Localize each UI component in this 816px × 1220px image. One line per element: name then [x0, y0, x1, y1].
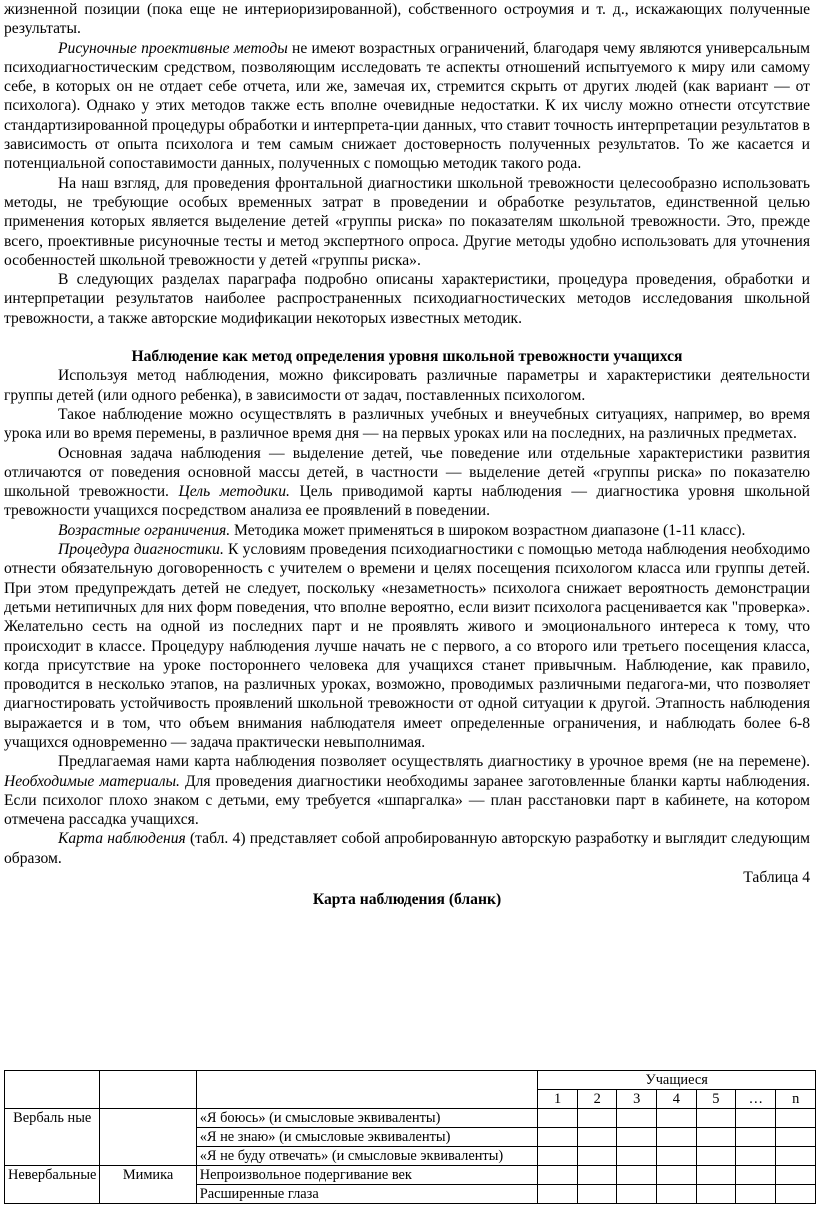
mark-cell[interactable] — [696, 1128, 736, 1147]
mark-cell[interactable] — [657, 1166, 697, 1185]
paragraph-text: Для проведения диагностики необходимы заранее заготовленные бланки карты наблюдения. Если психолог плохо знаком с детьми, ему требуется «шпаргалка» — план расстановки парт в кабинете, на котором отмечена рассадка учащихся. — [4, 772, 810, 829]
blank-line — [4, 328, 810, 347]
mark-cell[interactable] — [696, 1185, 736, 1204]
mark-cell[interactable] — [538, 1147, 578, 1166]
observation-table — [4, 1070, 816, 1204]
students-header: Учащиеся — [538, 1071, 816, 1090]
mark-cell[interactable] — [577, 1166, 617, 1185]
student-number: n — [776, 1090, 816, 1109]
mark-cell[interactable] — [657, 1147, 697, 1166]
paragraph — [4, 39, 810, 174]
mark-cell[interactable] — [617, 1166, 657, 1185]
subgroup-cell — [100, 1109, 196, 1166]
paragraph-text: Методика может применяться в широком возрастном диапазоне (1-11 класс). — [230, 521, 746, 539]
item-cell: Непроизвольное подергивание век — [196, 1166, 538, 1185]
mark-cell[interactable] — [696, 1147, 736, 1166]
paragraph — [4, 540, 810, 752]
mark-cell[interactable] — [577, 1185, 617, 1204]
mark-cell[interactable] — [736, 1185, 776, 1204]
paragraph-text: Предлагаемая нами карта наблюдения позволяет осуществлять диагностику в урочное время (не на перемене). — [58, 753, 810, 771]
paragraph — [4, 752, 810, 829]
section-heading: Наблюдение как метод определения уровня школьной тревожности учащихся — [131, 348, 683, 366]
mark-cell[interactable] — [538, 1109, 578, 1128]
mark-cell[interactable] — [736, 1109, 776, 1128]
italic-term: Необходимые материалы. — [4, 772, 180, 790]
table-label: Таблица 4 — [743, 869, 810, 887]
paragraph-text: Основная задача наблюдения — выделение детей, чье поведение или отдельные характеристики развития отличаются от поведения основной массы детей, в частности — выделение детей «группы риска» по показателю школьной тревожности. — [4, 444, 810, 501]
mark-cell[interactable] — [617, 1128, 657, 1147]
mark-cell[interactable] — [617, 1109, 657, 1128]
mark-cell[interactable] — [736, 1147, 776, 1166]
student-number: … — [736, 1090, 776, 1109]
item-cell: Расширенные глаза — [196, 1185, 538, 1204]
table-title: Карта наблюдения (бланк) — [312, 891, 502, 909]
mark-cell[interactable] — [657, 1109, 697, 1128]
item-cell: «Я боюсь» (и смысловые эквиваленты) — [196, 1109, 538, 1128]
paragraph: Такое наблюдение можно осуществлять в различных учебных и внеучебных ситуациях, например, во время урока или во время перемены, в различное время дня — на первых уроках или на последних, на различных предметах. — [4, 405, 810, 443]
mark-cell[interactable] — [538, 1166, 578, 1185]
mark-cell[interactable] — [577, 1109, 617, 1128]
paragraph-text: К условиям проведения психодиагностики с помощью метода наблюдения необходимо отнести обязательную договоренность с учителем о времени и целях посещения психологом класса или группы детей. При этом предупреждать детей не следует, поскольку «незаметность» психолога снижает вероятность демонстрации детьми нетипичных для них форм поведения, что вполне вероятно, если визит психолога расценивается как "проверка». Желательно сесть на одной из последних парт и не проявлять живого и эмоционального интереса к тому, что происходит в классе. Процедуру наблюдения лучше начать не с первого, а со второго или третьего посещения класса, когда присутствие на уроке постороннего человека для учащихся станет привычным. Наблюдение, как правило, проводится в несколько этапов, на различных уроках, возможно, проводимых различными педагога-ми, что позволяет диагностировать устойчивость проявлений школьной тревожности от одной ситуации к другой. Этапность наблюдения выражается и в том, что объем внимания наблюдателя имеет определенные ограничения, и наблюдать более 6-8 учащихся одновременно — задача практически невыполнимая. — [4, 541, 810, 751]
table-corner-cell — [100, 1071, 196, 1109]
item-cell: «Я не буду отвечать» (и смысловые эквиваленты) — [196, 1147, 538, 1166]
paragraph: Используя метод наблюдения, можно фиксировать различные параметры и характеристики деятельности группы детей (или одного ребенка), в зависимости от задач, поставленных психологом. — [4, 367, 810, 404]
student-number: 3 — [617, 1090, 657, 1109]
subgroup-cell: Мимика — [100, 1166, 196, 1204]
mark-cell[interactable] — [736, 1128, 776, 1147]
paragraph — [4, 521, 810, 540]
mark-cell[interactable] — [696, 1166, 736, 1185]
mark-cell[interactable] — [776, 1166, 816, 1185]
mark-cell[interactable] — [538, 1128, 578, 1147]
mark-cell[interactable] — [736, 1166, 776, 1185]
student-number: 5 — [696, 1090, 736, 1109]
paragraph — [4, 829, 810, 868]
table-row — [5, 1166, 816, 1185]
paragraph-text: (табл. 4) представляет собой апробированную авторскую разработку и выглядит следующим образом. — [4, 830, 810, 867]
paragraph: На наш взгляд, для проведения фронтальной диагностики школьной тревожности целесообразно использовать методы, не требующие особых временных затрат в проведении и обработке результатов, единственной целью применения которых является выделение детей «группы риска» по показателям школьной тревожности. Это, прежде всего, проективные рисуночные тесты и метод экспертного опроса. Другие методы удобно использовать для уточнения особенностей школьной тревожности у детей «группы риска». — [4, 174, 810, 269]
table-corner-cell — [5, 1071, 100, 1109]
document-body — [4, 0, 810, 910]
paragraph-text: Цель приводимой карты наблюдения — диагностика уровня школьной тревожности учащихся посредством анализа ее проявлений в поведении. — [4, 483, 810, 520]
italic-term: Возрастные ограничения. — [58, 521, 231, 539]
student-number: 4 — [657, 1090, 697, 1109]
mark-cell[interactable] — [577, 1128, 617, 1147]
mark-cell[interactable] — [657, 1128, 697, 1147]
group-cell: Невербальные — [5, 1166, 100, 1204]
mark-cell[interactable] — [776, 1147, 816, 1166]
table-corner-cell — [196, 1071, 538, 1109]
student-number: 2 — [577, 1090, 617, 1109]
table-row — [5, 1109, 816, 1128]
mark-cell[interactable] — [696, 1109, 736, 1128]
paragraph — [4, 444, 810, 521]
paragraph: жизненной позиции (пока еще не интериоризированной), собственного остроумия и т. д., искажающих полученные результаты. — [4, 1, 810, 38]
italic-term: Карта наблюдения — [58, 830, 186, 848]
italic-term: Рисуночные проективные методы — [58, 39, 288, 57]
mark-cell[interactable] — [657, 1185, 697, 1204]
italic-term: Процедура диагностики. — [58, 541, 224, 559]
italic-term: Цель методики. — [178, 483, 290, 501]
group-cell: Вербаль ные — [5, 1109, 100, 1166]
mark-cell[interactable] — [776, 1109, 816, 1128]
mark-cell[interactable] — [538, 1185, 578, 1204]
mark-cell[interactable] — [617, 1185, 657, 1204]
mark-cell[interactable] — [776, 1185, 816, 1204]
table-header-row — [5, 1071, 816, 1090]
mark-cell[interactable] — [776, 1128, 816, 1147]
student-number: 1 — [538, 1090, 578, 1109]
paragraph: В следующих разделах параграфа подробно описаны характеристики, процедура проведения, обработки и интерпретации результатов наиболее распространенных психодиагностических методов исследования школьной тревожности, а также авторские модификации некоторых известных методик. — [4, 271, 810, 327]
mark-cell[interactable] — [617, 1147, 657, 1166]
paragraph-text: не имеют возрастных ограничений, благодаря чему являются универсальным психодиагностическим средством, позволяющим исследовать те аспекты отношений испытуемого к миру или самому себе, в которых он не отдает себе отчета, или же, замечая их, стремится скрыть от других людей (как вариант — от психолога). Однако у этих методов также есть вполне очевидные недостатки. К их числу можно отнести отсутствие стандартизированной процедуры обработки и интерпрета-ции данных, что ставит точность интерпретации результатов в зависимость от опыта психолога и тем самым снижает достоверность полученных результатов. То же касается и потенциальной сопоставимости данных, полученных с помощью методик такого рода. — [4, 39, 810, 173]
mark-cell[interactable] — [577, 1147, 617, 1166]
item-cell: «Я не знаю» (и смысловые эквиваленты) — [196, 1128, 538, 1147]
